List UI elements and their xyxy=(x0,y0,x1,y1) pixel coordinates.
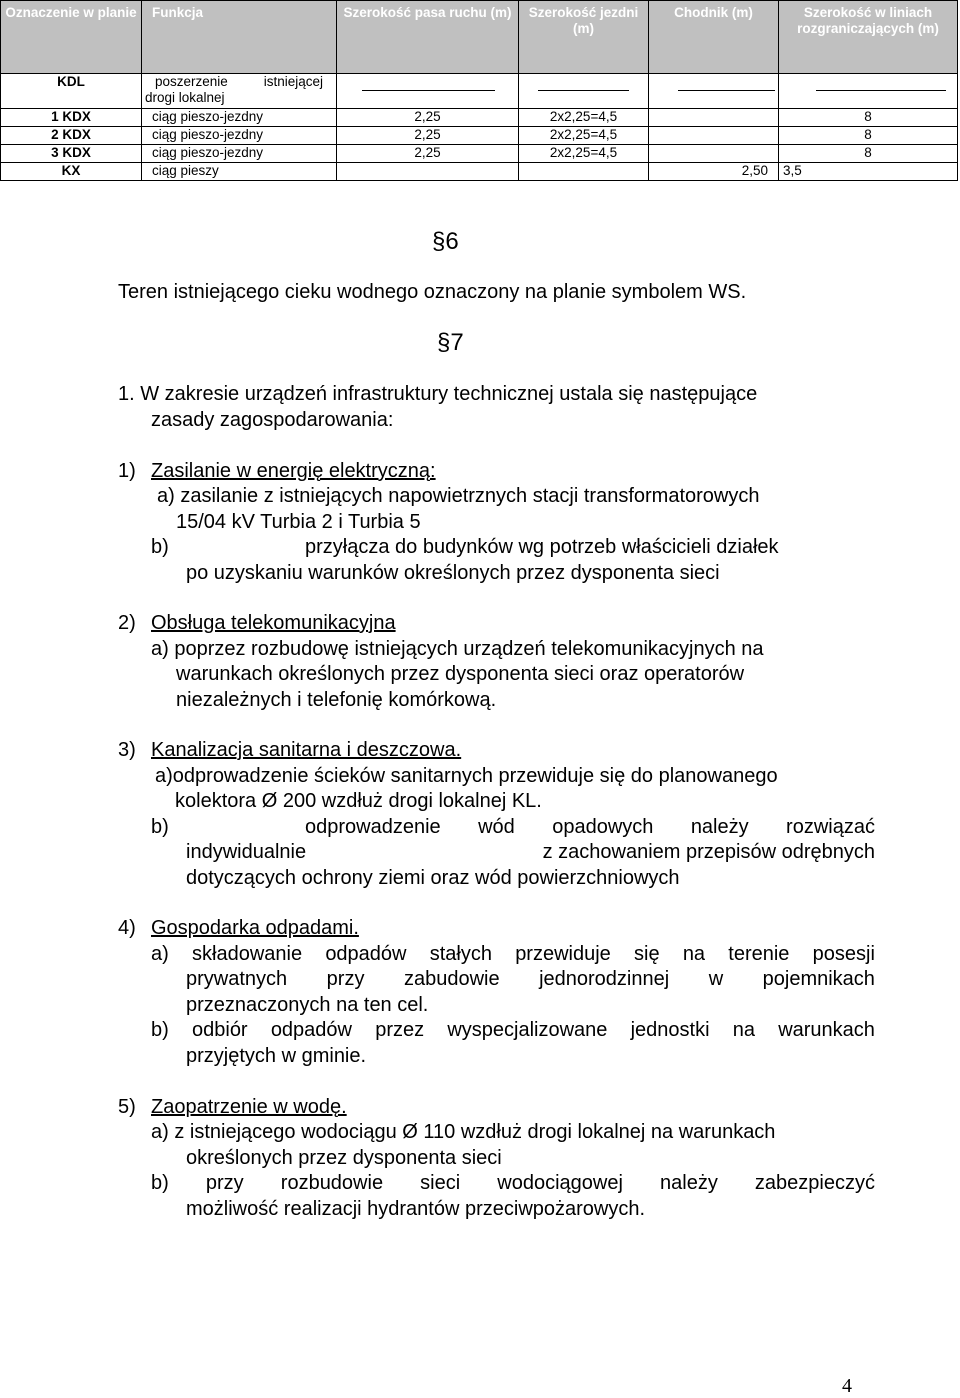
point-3-a-line2: kolektora Ø 200 wzdłuż drogi lokalnej KL. xyxy=(175,790,542,812)
blank-entry-line xyxy=(538,90,629,91)
word: na xyxy=(732,1019,755,1041)
word: jednostki xyxy=(630,1019,710,1041)
point-4-number: 4) xyxy=(118,917,136,939)
word: na xyxy=(682,943,706,965)
point-2-a-line2: warunkach określonych przez dysponenta sieci oraz operatorów xyxy=(176,663,745,685)
word: opadowych xyxy=(552,816,654,838)
word: wód xyxy=(478,816,515,838)
point-4-b-line2: przyjętych w gminie. xyxy=(186,1045,367,1067)
word: sieci xyxy=(420,1172,461,1194)
cell-function xyxy=(142,74,337,109)
point-3-b-line3: dotyczących ochrony ziemi oraz wód powierzchniowych xyxy=(186,867,680,889)
word: pojemnikach xyxy=(762,968,875,990)
cell-code: KDL xyxy=(1,74,142,109)
cell-code: 2 KDX xyxy=(1,127,142,145)
point-2-number: 2) xyxy=(118,612,136,634)
word: wyspecjalizowane xyxy=(447,1019,608,1041)
header-szerokosc-pasa: Szerokość pasa ruchu (m) xyxy=(337,1,519,74)
point-3-b-line1 xyxy=(305,815,875,839)
table-row xyxy=(1,127,958,145)
point-1-a-line1: a) zasilanie z istniejących napowietrznych stacji transformatorowych xyxy=(157,485,760,507)
point-3-b-line2-left: indywidualnie xyxy=(186,841,307,863)
point-5-a-line2: określonych przez dysponenta sieci xyxy=(186,1147,502,1169)
point-4-b-line1 xyxy=(151,1018,875,1042)
point-5-b-line1 xyxy=(151,1171,875,1195)
section-6-text: Teren istniejącego cieku wodnego oznaczony na planie symbolem WS. xyxy=(118,281,747,303)
word: przy xyxy=(205,1172,244,1194)
word: przy xyxy=(326,968,365,990)
point-2-a-line3: niezależnych i telefonię komórkową. xyxy=(176,689,497,711)
point-5-number: 5) xyxy=(118,1096,136,1118)
cell-road: 2x2,25=4,5 xyxy=(519,109,649,127)
point-3-a-line1: a)odprowadzenie ścieków sanitarnych przewiduje się do planowanego xyxy=(155,765,778,787)
cell-function-part: poszerzenie xyxy=(155,74,228,89)
point-5-b-line2: możliwość realizacji hydrantów przeciwpożarowych. xyxy=(186,1198,646,1220)
word: warunkach xyxy=(778,1019,875,1041)
point-3-number: 3) xyxy=(118,739,136,761)
point-4-a-line3: przeznaczonych na ten cel. xyxy=(186,994,429,1016)
word: należy xyxy=(660,1172,718,1194)
word: rozbudowie xyxy=(280,1172,384,1194)
blank-entry-line xyxy=(678,90,775,91)
word: odbiór xyxy=(192,1019,248,1041)
word: odpadów xyxy=(270,1019,352,1041)
blank-entry-line xyxy=(362,90,495,91)
cell-walk xyxy=(649,127,779,145)
table-row xyxy=(1,145,958,163)
cell-function: ciąg pieszo-jezdny xyxy=(142,109,337,127)
cell-lane xyxy=(337,163,519,181)
word: należy xyxy=(690,816,749,838)
point-1-title: Zasilanie w energię elektryczną: xyxy=(151,460,436,482)
point-4-title: Gospodarka odpadami. xyxy=(151,917,359,939)
word: b) xyxy=(151,1172,169,1194)
word: posesji xyxy=(812,943,875,965)
word: wodociągowej xyxy=(497,1172,623,1194)
header-funkcja: Funkcja xyxy=(142,1,337,74)
cell-function: ciąg pieszo-jezdny xyxy=(142,145,337,163)
section-7-intro-line2: zasady zagospodarowania: xyxy=(151,409,394,431)
cell-lane: 2,25 xyxy=(337,109,519,127)
point-5-a-line1: a) z istniejącego wodociągu Ø 110 wzdłuż drogi lokalnej na warunkach xyxy=(151,1121,776,1143)
section-7-heading: §7 xyxy=(437,329,464,356)
point-3-b-label: b) xyxy=(151,816,169,838)
point-1-b-label: b) xyxy=(151,536,169,558)
table-header-row xyxy=(1,1,958,74)
word: odpadów xyxy=(325,943,407,965)
cell-function: ciąg pieszy xyxy=(142,163,337,181)
road-parameters-table xyxy=(0,0,958,181)
cell-walk: 2,50 xyxy=(649,163,779,181)
header-oznaczenie: Oznaczenie w planie xyxy=(1,1,142,74)
cell-width: 8 xyxy=(779,145,958,163)
point-3-b-line2-right: z zachowaniem przepisów odrębnych xyxy=(542,841,875,863)
cell-code: KX xyxy=(1,163,142,181)
word: rozwiązać xyxy=(786,816,875,838)
cell-width xyxy=(779,74,958,109)
word: stałych xyxy=(429,943,492,965)
cell-code: 3 KDX xyxy=(1,145,142,163)
word: terenie xyxy=(728,943,790,965)
word: b) xyxy=(151,1019,169,1041)
cell-width: 8 xyxy=(779,109,958,127)
word: przez xyxy=(375,1019,425,1041)
cell-function-part: drogi lokalnej xyxy=(145,90,225,105)
cell-walk xyxy=(649,145,779,163)
table-row xyxy=(1,163,958,181)
point-3-title: Kanalizacja sanitarna i deszczowa. xyxy=(151,739,462,761)
cell-function-part: istniejącej xyxy=(263,74,323,89)
word: składowanie xyxy=(192,943,303,965)
point-1-b-line1: przyłącza do budynków wg potrzeb właścicieli działek xyxy=(305,536,779,558)
word: zabudowie xyxy=(403,968,500,990)
header-chodnik: Chodnik (m) xyxy=(649,1,779,74)
section-6-heading: §6 xyxy=(432,228,459,255)
cell-walk xyxy=(649,109,779,127)
word: się xyxy=(634,943,660,965)
word: a) xyxy=(151,943,169,965)
point-4-a-line2 xyxy=(186,967,875,991)
point-2-title: Obsługa telekomunikacyjna xyxy=(151,612,396,634)
word: jednorodzinnej xyxy=(539,968,670,990)
point-1-b-line2: po uzyskaniu warunków określonych przez dysponenta sieci xyxy=(186,562,720,584)
table-row xyxy=(1,74,958,109)
word: przewiduje xyxy=(515,943,611,965)
point-4-a-line1 xyxy=(151,942,875,966)
cell-walk xyxy=(649,74,779,109)
cell-code: 1 KDX xyxy=(1,109,142,127)
cell-lane xyxy=(337,74,519,109)
cell-road xyxy=(519,74,649,109)
cell-road: 2x2,25=4,5 xyxy=(519,145,649,163)
point-1-number: 1) xyxy=(118,460,136,482)
word: odprowadzenie xyxy=(305,816,441,838)
point-1-a-line2: 15/04 kV Turbia 2 i Turbia 5 xyxy=(176,511,421,533)
table-row xyxy=(1,109,958,127)
header-szerokosc-linie: Szerokość w liniach rozgraniczających (m) xyxy=(779,1,958,74)
cell-width: 3,5 xyxy=(779,163,958,181)
cell-road: 2x2,25=4,5 xyxy=(519,127,649,145)
blank-entry-line xyxy=(816,90,946,91)
page-number: 4 xyxy=(842,1375,852,1397)
word: w xyxy=(708,968,724,990)
cell-lane: 2,25 xyxy=(337,127,519,145)
cell-lane: 2,25 xyxy=(337,145,519,163)
point-5-title: Zaopatrzenie w wodę. xyxy=(151,1096,347,1118)
section-7-intro-line1: 1. W zakresie urządzeń infrastruktury technicznej ustala się następujące xyxy=(118,383,758,405)
cell-function: ciąg pieszo-jezdny xyxy=(142,127,337,145)
header-szerokosc-jezdni: Szerokość jezdni (m) xyxy=(519,1,649,74)
word: prywatnych xyxy=(186,968,288,990)
cell-width: 8 xyxy=(779,127,958,145)
point-2-a-line1: a) poprzez rozbudowę istniejących urządzeń telekomunikacyjnych na xyxy=(151,638,764,660)
cell-road xyxy=(519,163,649,181)
word: zabezpieczyć xyxy=(754,1172,875,1194)
